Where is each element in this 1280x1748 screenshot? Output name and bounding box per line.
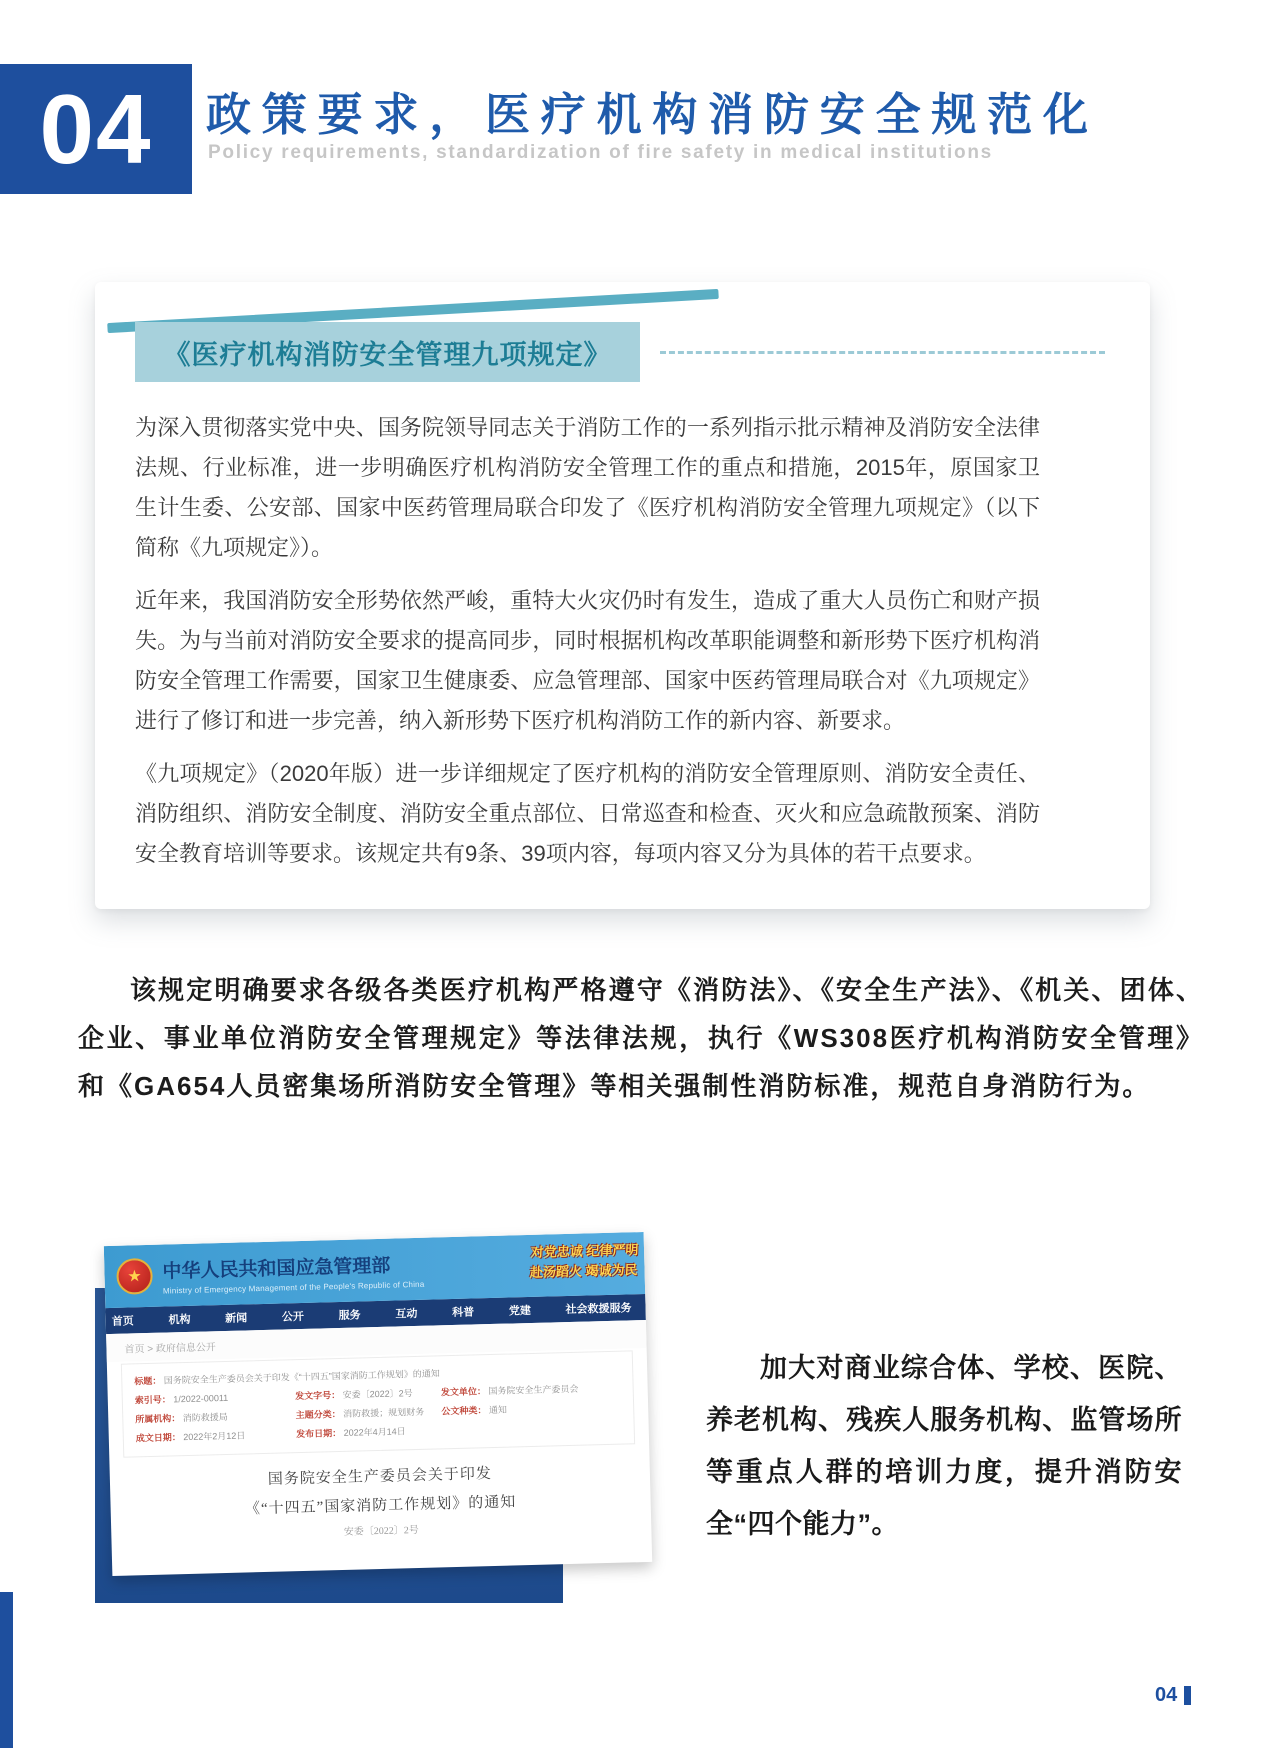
website-titles	[162, 1249, 424, 1295]
nav-item-science: 科普	[451, 1306, 475, 1320]
card-paragraph: 为深入贯彻落实党中央、国务院领导同志关于消防工作的一系列指示批示精神及消防安全法律法规、行业标准，进一步明确医疗机构消防安全管理工作的重点和措施，2015年，原国家卫生计生委、公安部、国家中医药管理局联合印发了《医疗机构消防安全管理九项规定》（以下简称《九项规定》）。	[135, 415, 1040, 560]
nav-item-news: 新闻	[225, 1312, 248, 1325]
document-meta-table	[121, 1350, 635, 1457]
meta-doc-type: 公文种类： 通知	[441, 1404, 508, 1417]
ministry-slogan	[530, 1240, 639, 1283]
nav-item-interact: 互动	[395, 1307, 418, 1321]
nav-item-org: 机构	[168, 1313, 191, 1327]
nav-item-party: 党建	[508, 1304, 532, 1318]
ministry-name-en: Ministry of Emergency Management of the People's Republic of China	[162, 1279, 425, 1296]
bottom-left-accent-strip	[0, 1592, 13, 1748]
notice-title-block	[110, 1458, 652, 1544]
meta-issuing-unit: 发文单位： 国务院安全生产委员会	[440, 1383, 579, 1398]
training-paragraph: 加大对商业综合体、学校、医院、养老机构、残疾人服务机构、监管场所等重点人群的培训力度，提升消防安全“四个能力”。	[706, 1353, 1182, 1539]
meta-title: 标题： 国务院安全生产委员会关于印发《“十四五”国家消防工作规划》的通知	[134, 1368, 440, 1387]
page-number: 04	[1155, 1684, 1191, 1707]
notice-title-line2: 《“十四五”国家消防工作规划》的通知	[244, 1494, 517, 1518]
nav-item-home: 首页	[111, 1315, 134, 1328]
breadcrumb: 首页 > 政府信息公开	[106, 1320, 647, 1362]
card-paragraph: 《九项规定》（2020年版）进一步详细规定了医疗机构的消防安全管理原则、消防安全责任、消防组织、消防安全制度、消防安全重点部位、日常巡查和检查、灭火和应急疏散预案、消防安全教育培训等要求。该规定共有9条、39项内容，每项内容又分为具体的若干点要求。	[135, 761, 1040, 866]
slogan-line: 对党忠诚 纪律严明	[530, 1242, 640, 1260]
highlight-paragraph: 该规定明确要求各级各类医疗机构严格遵守《消防法》、《安全生产法》、《机关、团体、企业、事业单位消防安全管理规定》等法律法规，执行《WS308医疗机构消防安全管理》和《GA654人员密集场所消防安全管理》等相关强制性消防标准，规范自身消防行为。	[78, 975, 1204, 1101]
ministry-name: 中华人民共和国应急管理部	[162, 1255, 391, 1283]
regulation-card-body	[135, 408, 1040, 887]
meta-doc-no: 发文字号： 安委〔2022〕2号	[295, 1388, 413, 1402]
nav-item-service: 服务	[338, 1309, 361, 1322]
national-emblem-icon: ★	[116, 1258, 153, 1295]
dotted-divider	[660, 351, 1105, 354]
meta-written-date: 成文日期： 2022年2月12日	[135, 1430, 246, 1444]
slogan-line: 赴汤蹈火 竭诚为民	[529, 1262, 639, 1280]
card-paragraph: 近年来，我国消防安全形势依然严峻，重特大火灾仍时有发生，造成了重大人员伤亡和财产损失。为与当前对消防安全要求的提高同步，同时根据机构改革职能调整和新形势下医疗机构消防安全管理工作需要，国家卫生健康委、应急管理部、国家中医药管理局联合对《九项规定》进行了修订和进一步完善，纳入新形势下医疗机构消防工作的新内容、新要求。	[135, 588, 1040, 733]
notice-title-line1: 国务院安全生产委员会关于印发	[267, 1466, 493, 1488]
nav-item-open: 公开	[281, 1310, 305, 1324]
regulation-card	[95, 282, 1150, 909]
section-number: 04	[39, 73, 153, 184]
page-title: 政策要求，医疗机构消防安全规范化	[206, 89, 1099, 140]
page-subtitle: Policy requirements, standardization of fire safety in medical institutions	[208, 142, 993, 163]
regulation-badge: 《医疗机构消防安全管理九项规定》	[135, 322, 640, 382]
meta-index-no: 索引号： 1/2022-00011	[134, 1392, 229, 1406]
meta-agency: 所属机构： 消防救援局	[135, 1411, 228, 1425]
ministry-website-screenshot	[104, 1232, 652, 1576]
page-number-bar	[1184, 1686, 1191, 1705]
nav-item-rescue-service: 社会救援服务	[565, 1302, 632, 1317]
meta-topic: 主题分类： 消防救援；规划财务	[295, 1406, 425, 1421]
section-number-box	[0, 64, 192, 194]
notice-doc-number: 安委〔2022〕2号	[343, 1524, 419, 1538]
meta-publish-date: 发布日期： 2022年4月14日	[296, 1426, 406, 1440]
